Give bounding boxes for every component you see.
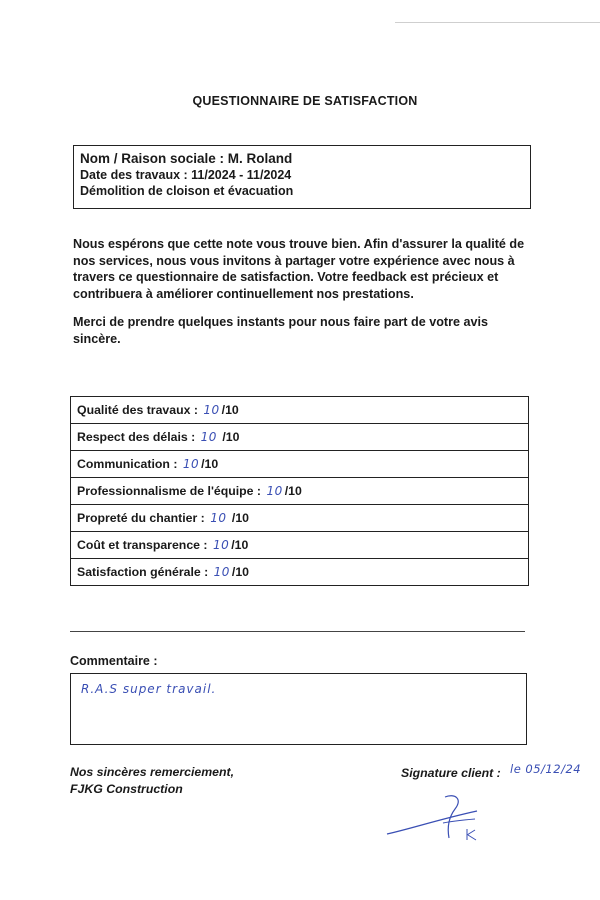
client-signature [385, 785, 505, 845]
rating-score[interactable]: 10 [200, 430, 217, 444]
page-title: QUESTIONNAIRE DE SATISFACTION [192, 94, 418, 108]
rating-row-overall [71, 559, 528, 586]
intro-text [73, 236, 539, 347]
rating-score[interactable]: 10 [210, 511, 227, 525]
top-divider [395, 22, 600, 23]
rating-label: Qualité des travaux : [77, 403, 198, 417]
rating-scale: /10 [231, 511, 250, 525]
rating-score[interactable]: 10 [182, 457, 200, 471]
rating-score[interactable]: 10 [203, 403, 220, 417]
rating-label: Respect des délais : [77, 430, 196, 444]
client-info-box [73, 145, 531, 209]
rating-label: Coût et transparence : [77, 538, 208, 552]
closing-line-company: FJKG Construction [70, 782, 183, 796]
closing-message [70, 764, 234, 798]
rating-row-communication [71, 451, 528, 478]
comment-label: Commentaire : [70, 654, 158, 668]
rating-score[interactable]: 10 [212, 538, 230, 552]
rating-row-quality [71, 397, 528, 424]
signature-label: Signature client : [401, 766, 501, 780]
rating-row-professionalism [71, 478, 528, 505]
comment-text: R.A.S super travail. [81, 682, 217, 696]
rating-row-cost [71, 532, 528, 559]
signature-date: le 05/12/24 [510, 762, 582, 776]
rating-scale: /10 [201, 457, 219, 471]
rating-score[interactable]: 10 [266, 484, 283, 498]
closing-line-thanks: Nos sincères remerciement, [70, 765, 235, 779]
comment-box[interactable] [70, 673, 527, 745]
rating-scale: /10 [231, 565, 250, 579]
rating-row-cleanliness [71, 505, 528, 532]
rating-label: Professionnalisme de l'équipe : [77, 484, 262, 498]
work-description: Démolition de cloison et évacuation [80, 184, 294, 198]
rating-scale: /10 [222, 430, 240, 444]
work-dates: Date des travaux : 11/2024 - 11/2024 [80, 168, 292, 182]
rating-score[interactable]: 10 [213, 565, 230, 579]
rating-label: Satisfaction générale : [77, 565, 209, 579]
rating-row-deadlines [71, 424, 528, 451]
rating-scale: /10 [284, 484, 302, 498]
client-name: Nom / Raison sociale : M. Roland [80, 151, 293, 166]
section-divider [70, 631, 525, 632]
rating-scale: /10 [221, 403, 239, 417]
intro-paragraph-2: Merci de prendre quelques instants pour nous faire part de votre avis sincère. [73, 315, 488, 346]
ratings-table [70, 396, 529, 586]
rating-scale: /10 [231, 538, 249, 552]
intro-paragraph-1: Nous espérons que cette note vous trouve bien. Afin d'assurer la qualité de nos services, nous vous invitons à partager votre expérience avec nous à travers ce questionnaire de satisfaction. Votre feedback est précieux et contribuera à améliorer continuellement nos prestations. [73, 237, 525, 301]
rating-label: Propreté du chantier : [77, 511, 205, 525]
rating-label: Communication : [77, 457, 178, 471]
